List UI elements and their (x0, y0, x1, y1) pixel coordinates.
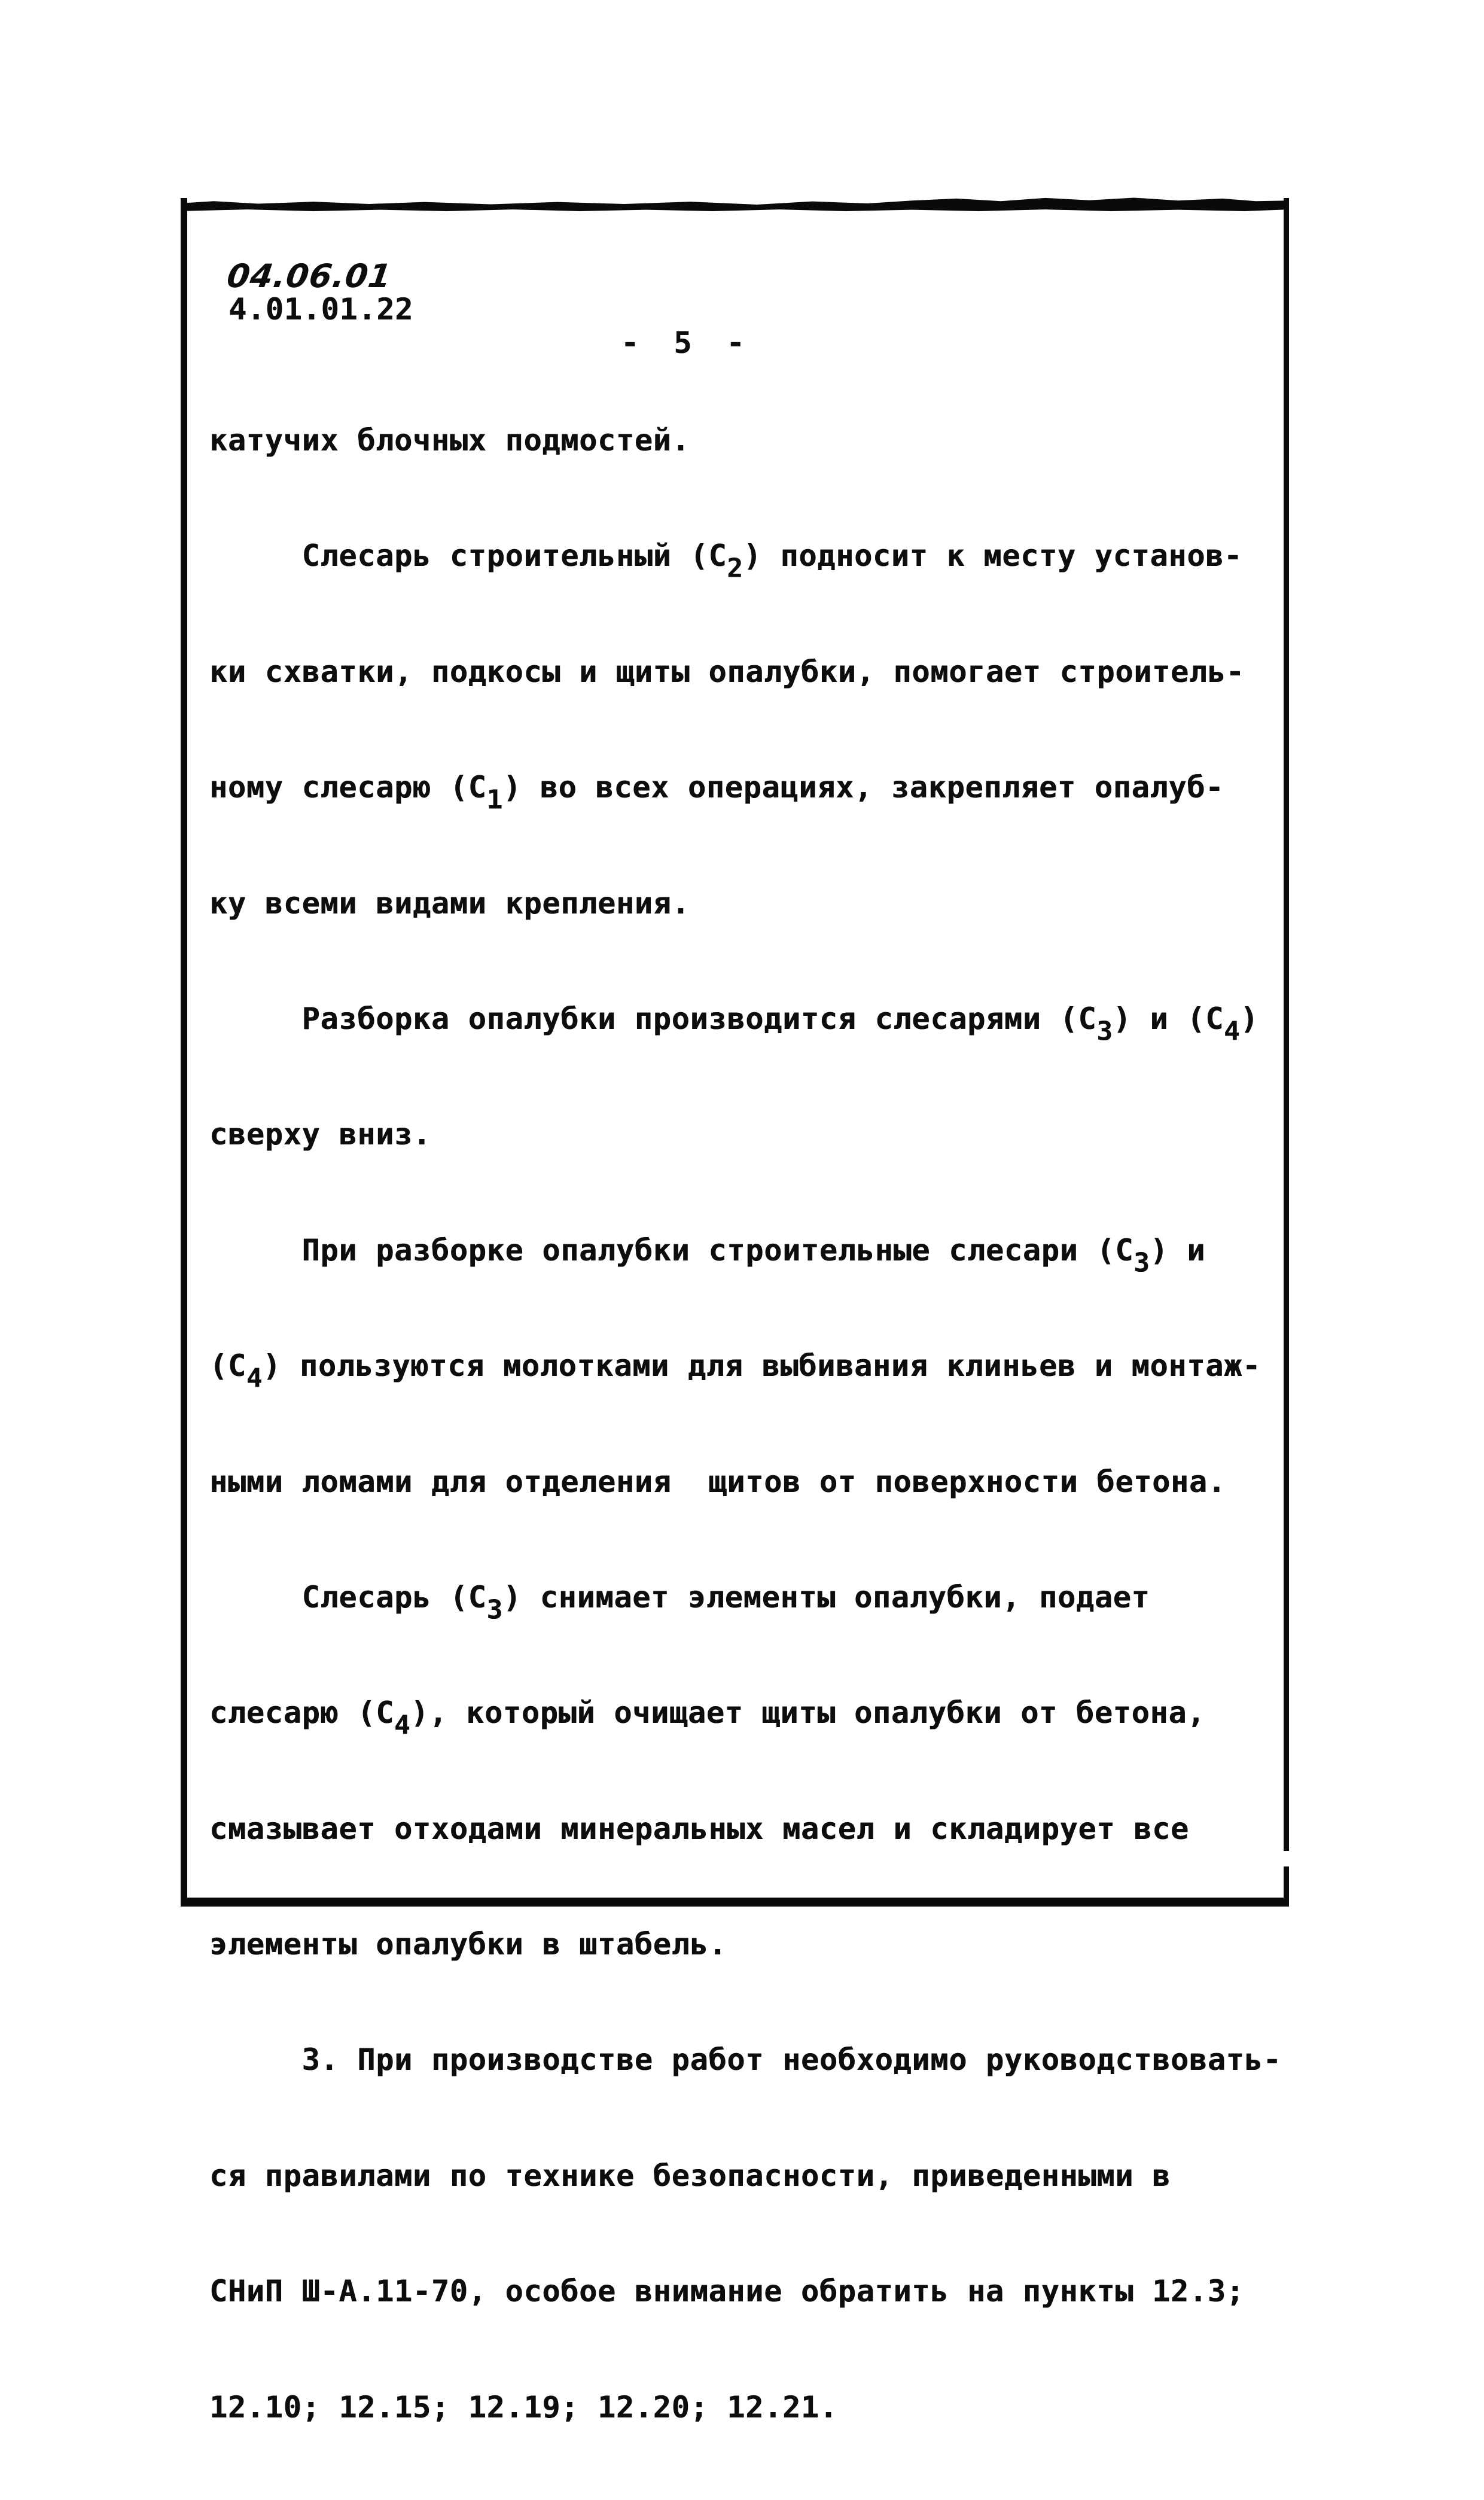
text-line: слесарю $(С_4)$, который очищает щиты опалубки от бетона, (209, 1695, 1206, 1741)
text-line: СНиП Ш-А.11-70, особое внимание обратить на пункты 12.3; (209, 2274, 1245, 2309)
document-code-handwritten: 04.06.01 (224, 257, 394, 295)
text-line: ку всеми видами крепления. (209, 885, 690, 921)
document-body-text (209, 348, 1292, 2500)
text-line: сверху вниз. (209, 1117, 431, 1152)
text-line: Слесарь строительный $(С_2)$ подносит к месту установ- (209, 538, 1242, 584)
page-number: - 5 - (621, 325, 753, 360)
text-line: 12.10; 12.15; 12.19; 12.20; 12.21. (209, 2389, 838, 2425)
text-line: $(С_4)$ пользуются молотками для выбивания клиньев и монтаж- (209, 1348, 1261, 1394)
text-line: ными ломами для отделения щитов от поверхности бетона. (209, 1464, 1226, 1499)
text-line: ки схватки, подкосы и щиты опалубки, помогает строитель- (209, 654, 1245, 689)
document-code-typed: 4.01.01.22 (228, 292, 414, 327)
text-line: элементы опалубки в штабель. (209, 1927, 727, 1962)
text-line: При разборке опалубки строительные слесари $(С_3)$ и (209, 1232, 1206, 1278)
text-line: ся правилами по технике безопасности, приведенными в (209, 2158, 1171, 2193)
text-line: смазывает отходами минеральных масел и складирует все (209, 1811, 1189, 1846)
text-line: 3. При производстве работ необходимо руководствовать- (209, 2042, 1282, 2078)
page-border-top-edge (181, 197, 1289, 211)
text-line: Слесарь $(С_3)$ снимает элементы опалубки, подает (209, 1579, 1150, 1625)
text-line: ному слесарю $(С_1)$ во всех операциях, закрепляет опалуб- (209, 770, 1224, 815)
text-line: Разборка опалубки производится слесарями $(С_3)$ и $(С_4)$ (209, 1001, 1259, 1047)
text-line: катучих блочных подмостей. (209, 423, 690, 458)
